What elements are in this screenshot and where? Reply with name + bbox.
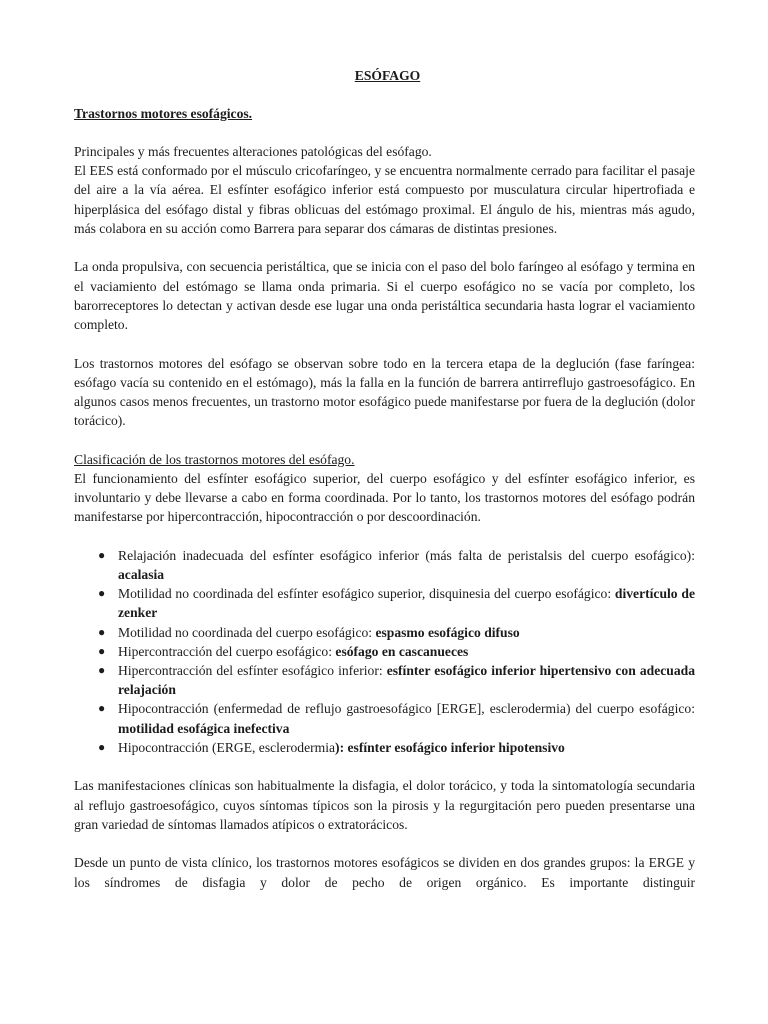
spacer — [74, 526, 695, 545]
bullet-bold: espasmo esofágico difuso — [375, 624, 520, 640]
subheading-clasificacion: Clasificación de los trastornos motores del esófago. — [74, 451, 355, 467]
list-item — [74, 642, 695, 661]
section-heading: Trastornos motores esofágicos. — [74, 106, 253, 121]
bullet-dot-icon: ● — [98, 739, 106, 754]
bullet-text: Motilidad no coordinada del esfínter esofágico superior, disquinesia del cuerpo esofágico: — [118, 586, 615, 602]
bullet-text: Hipocontracción (enfermedad de reflujo gastroesofágico [ERGE], esclerodermia) del cuerpo esofágico: — [118, 701, 695, 717]
bullet-text: Hipercontracción del esfínter esofágico inferior: — [118, 663, 387, 679]
bullet-dot-icon: ● — [98, 663, 106, 678]
paragraph-funcionamiento: El funcionamiento del esfínter esofágico superior, del cuerpo esofágico y del esfínter esofágico inferior, es involuntario y debe llevarse a cabo en forma coordinada. Por lo tanto, los trastornos motores del esófago podrán manifestarse por hipercontracción, hipocontracción o por descoordinación. — [74, 470, 695, 525]
spacer — [74, 834, 695, 853]
spacer — [74, 334, 695, 353]
paragraph-trastornos: Los trastornos motores del esófago se observan sobre todo en la tercera etapa de la deglución (fase faríngea: esófago vacía su contenido en el estómago), más la falla en la función de barrera antirreflujo gastroesofágico. En algunos casos menos frecuentes, un trastorno motor esofágico puede manifestarse por fuera de la deglución (dolor torácico). — [74, 355, 695, 429]
list-item — [74, 546, 695, 584]
intro-line: Principales y más frecuentes alteraciones patológicas del esófago. — [74, 144, 432, 159]
list-item — [74, 661, 695, 699]
bullet-dot-icon: ● — [98, 701, 106, 716]
bullet-bold: motilidad esofágica inefectiva — [118, 720, 290, 736]
bullet-text: Relajación inadecuada del esfínter esofágico inferior (más falta de peristalsis del cuerpo esofágico): — [118, 547, 695, 563]
paragraph-manifestaciones: Las manifestaciones clínicas son habitualmente la disfagia, el dolor torácico, y toda la sintomatología secundaria al reflujo gastroesofágico, cuyos síntomas típicos son la pirosis y la regurgitación pero pueden presentarse una gran variedad de síntomas llamados atípicos o extratorácicos. — [74, 778, 695, 832]
bullet-bold: acalasia — [118, 567, 165, 583]
spacer — [74, 238, 695, 257]
document-page — [74, 66, 695, 892]
bullet-text: Hipocontracción (ERGE, esclerodermia — [118, 739, 336, 755]
spacer — [74, 430, 695, 449]
list-item — [74, 584, 695, 622]
bullet-text: Hipercontracción del cuerpo esofágico: — [118, 643, 336, 659]
bullet-text: Motilidad no coordinada del cuerpo esofágico: — [118, 624, 376, 640]
bullet-dot-icon: ● — [98, 547, 106, 562]
bullet-dot-icon: ● — [98, 643, 106, 658]
bullet-bold: esfínter esofágico inferior hipertensivo con adecuada relajación — [118, 663, 695, 698]
bullet-dot-icon: ● — [98, 624, 106, 639]
bullet-bold: ): esfínter esofágico inferior hipotensivo — [335, 739, 565, 755]
paragraph-onda: La onda propulsiva, con secuencia peristáltica, que se inicia con el paso del bolo faríngeo al esófago y termina en el vaciamiento del estómago se llama onda primaria. Si el cuerpo esofágico no se vacía por completo, los barorreceptores lo detectan y activan desde ese lugar una onda peristáltica secundaria hasta lograr el vaciamiento completo. — [74, 259, 695, 333]
bullet-list — [74, 546, 695, 757]
bullet-bold: divertículo de zenker — [118, 586, 695, 621]
document-title: ESÓFAGO — [354, 68, 421, 83]
bullet-bold: esófago en cascanueces — [335, 643, 469, 659]
paragraph-ees: El EES está conformado por el músculo cricofaríngeo, y se encuentra normalmente cerrado para facilitar el pasaje del aire a la vía aérea. El esfínter esofágico inferior está compuesto por musculatura circular hipertrofiada e hiperplásica del esófago distal y fibras oblicuas del estómago proximal. El ángulo de his, mientras más agudo, más colabora en su acción como Barrera para separar dos cámaras de distintas presiones. — [74, 163, 695, 236]
list-item — [74, 738, 695, 757]
paragraph-desde: Desde un punto de vista clínico, los trastornos motores esofágicos se dividen en dos grandes grupos: la ERGE y los síndromes de disfagia y dolor de pecho de origen orgánico. Es importante distinguir — [74, 855, 695, 890]
list-item — [74, 623, 695, 642]
bullet-dot-icon: ● — [98, 586, 106, 601]
spacer — [74, 757, 695, 776]
list-item — [74, 699, 695, 737]
